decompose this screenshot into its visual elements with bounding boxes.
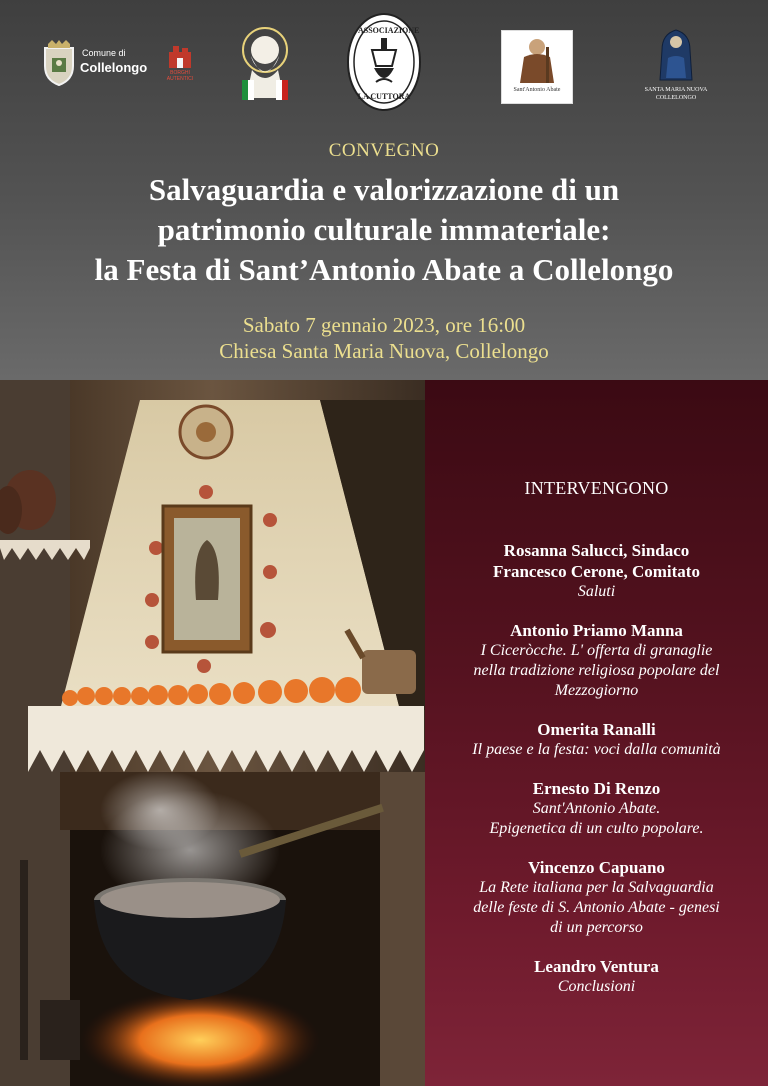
associazione-la-cuttora-logo <box>346 12 422 112</box>
borghi-label: BORGHI AUTENTICI <box>166 70 194 82</box>
speakers-list <box>425 540 768 1015</box>
speaker-name: Vincenzo Capuano <box>528 858 665 877</box>
comune-collelongo-logo <box>42 40 152 92</box>
header-banner <box>0 0 768 380</box>
speaker-name: Leandro Ventura <box>534 957 659 976</box>
title-line-2: patrimonio culturale immateriale: <box>157 212 611 247</box>
event-kicker: CONVEGNO <box>328 140 440 161</box>
speaker-entry <box>425 620 768 701</box>
speaker-name: Antonio Priamo Manna <box>510 621 683 640</box>
speaker-topic: Il paese e la festa: voci dalla comunità <box>472 741 721 758</box>
borghi-icon <box>167 46 193 68</box>
santantonio-portrait-logo <box>232 26 298 102</box>
fireplace-illustration <box>0 380 425 1086</box>
santantonio-logo-label: Sant'Antonio Abate <box>513 87 561 93</box>
parrocchia-santa-maria-nuova-logo <box>636 28 716 108</box>
speaker-topic: I Ciceròcche. L' offerta di granaglie <box>480 642 713 659</box>
speaker-topic: Epigenetica di un culto popolare. <box>489 820 704 837</box>
speaker-entry <box>425 719 768 760</box>
borghi-autentici-logo <box>163 46 197 86</box>
speaker-topic: Mezzogiorno <box>554 682 639 699</box>
speaker-entry <box>425 857 768 938</box>
santantonio-abate-logo <box>501 30 573 104</box>
speaker-entry <box>425 956 768 997</box>
logo-strip <box>0 24 768 114</box>
comune-label-2: Collelongo <box>80 60 148 75</box>
speaker-name: Ernesto Di Renzo <box>532 779 661 798</box>
speaker-name: Rosanna Salucci, Sindaco <box>503 541 690 560</box>
comune-crest-icon <box>42 40 76 86</box>
speaker-entry <box>425 778 768 839</box>
event-place: Chiesa Santa Maria Nuova, Collelongo <box>219 339 549 363</box>
cuttora-top-text: ASSOCIAZIONE <box>358 26 420 35</box>
parrocchia-label-2: COLLELONGO <box>655 95 697 101</box>
speaker-topic: Sant'Antonio Abate. <box>532 800 661 817</box>
event-date: Sabato 7 gennaio 2023, ore 16:00 <box>242 313 526 337</box>
event-title <box>0 170 768 290</box>
saint-portrait-icon <box>232 26 298 102</box>
santantonio-figure-icon <box>502 33 572 85</box>
speaker-topic: Conclusioni <box>557 978 636 995</box>
comune-label-1: Comune di <box>82 48 126 58</box>
title-line-3: la Festa di Sant’Antonio Abate a Collelongo <box>94 252 674 287</box>
speaker-topic: di un percorso <box>550 919 643 936</box>
cuttora-bottom-text: LA CUTTORA <box>357 92 411 101</box>
speaker-topic: delle feste di S. Antonio Abate - genesi <box>473 899 720 916</box>
speaker-name: Omerita Ranalli <box>537 720 656 739</box>
speakers-panel <box>425 380 768 1086</box>
madonna-icon <box>656 28 696 82</box>
speaker-entry <box>425 540 768 602</box>
speaker-topic: nella tradizione religiosa popolare del <box>473 662 720 679</box>
speaker-topic: La Rete italiana per la Salvaguardia <box>479 879 714 896</box>
speaker-topic: Saluti <box>577 583 616 600</box>
parrocchia-label-1: SANTA MARIA NUOVA <box>644 87 708 93</box>
speaker-name: Francesco Cerone, Comitato <box>493 562 700 581</box>
fireplace-photo <box>0 380 425 1086</box>
title-line-1: Salvaguardia e valorizzazione di un <box>148 172 620 207</box>
event-when <box>0 312 768 364</box>
speakers-heading: INTERVENGONO <box>524 478 669 498</box>
